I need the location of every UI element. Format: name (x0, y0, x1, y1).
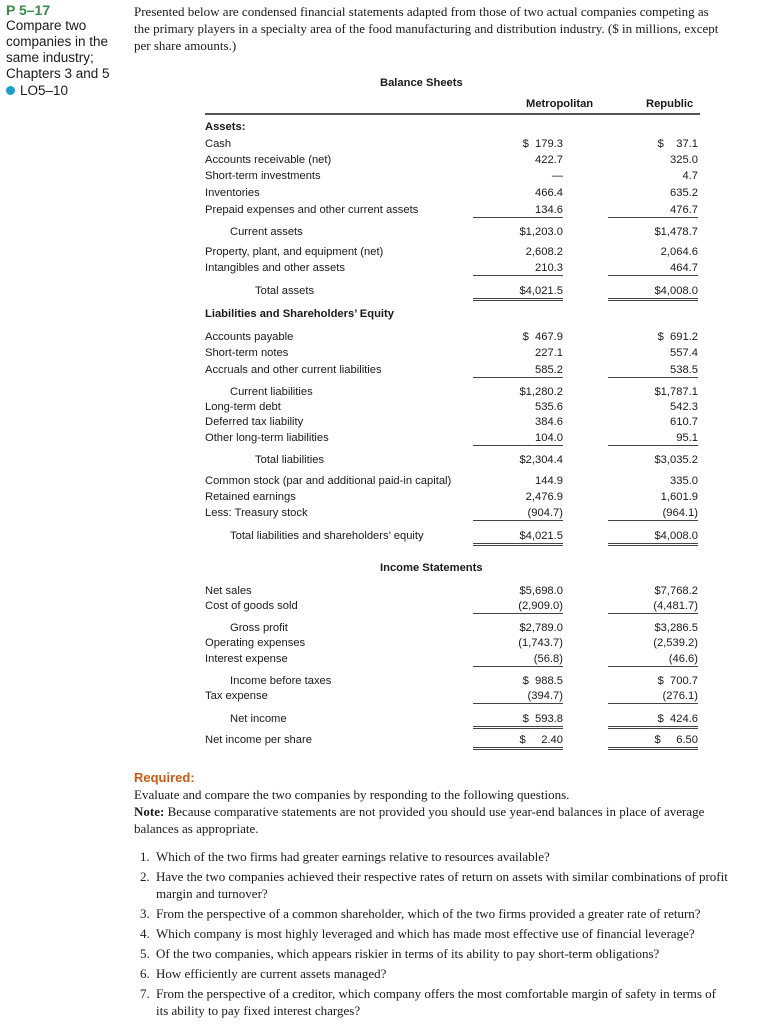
row-label: Current assets (230, 226, 303, 238)
metropolitan-value: 384.6 (535, 416, 563, 428)
question-item (140, 945, 775, 962)
row-label: Liabilities and Shareholders’ Equity (205, 308, 394, 320)
republic-value: 635.2 (670, 187, 698, 199)
row-label: Income before taxes (230, 675, 332, 687)
republic-value: $ 424.6 (608, 713, 698, 729)
republic-value: 325.0 (670, 154, 698, 166)
row-label: Operating expenses (205, 637, 306, 649)
republic-value: 610.7 (670, 416, 698, 428)
republic-value: (46.6) (608, 653, 698, 667)
intro-line: the primary players in a specialty area of the food manufacturing and distribution industry. ($ in millions, except (134, 21, 719, 36)
metropolitan-value: (904.7) (473, 507, 563, 521)
required-heading: Required: (134, 770, 195, 785)
question-number: 3. (140, 906, 150, 921)
question-item (140, 905, 775, 922)
metropolitan-value: 466.4 (535, 187, 563, 199)
republic-value: 542.3 (670, 401, 698, 413)
question-body (156, 848, 550, 865)
republic-value: (964.1) (608, 507, 698, 521)
question-number: 7. (140, 986, 150, 1001)
question-item (140, 848, 775, 865)
metropolitan-value: 422.7 (535, 154, 563, 166)
intro-line: Presented below are condensed financial statements adapted from those of two actual companies competing as (134, 4, 709, 19)
row-label: Net income (230, 713, 287, 725)
question-text: Which company is most highly leveraged and which has made most effective use of financial leverage? (156, 926, 695, 941)
republic-value: 476.7 (608, 204, 698, 218)
metropolitan-value: 144.9 (535, 475, 563, 487)
sidebar-title-line: companies in the (6, 34, 109, 49)
row-label: Current liabilities (230, 386, 313, 398)
question-number: 1. (140, 849, 150, 864)
republic-value: $7,768.2 (654, 585, 698, 597)
metropolitan-value: $2,304.4 (519, 454, 563, 466)
row-label: Total liabilities (255, 454, 325, 466)
republic-value: 464.7 (608, 262, 698, 276)
metropolitan-value: 227.1 (535, 347, 563, 359)
question-body (156, 868, 728, 902)
question-list (140, 848, 775, 1022)
question-body (156, 985, 716, 1019)
metropolitan-value: $1,280.2 (519, 386, 563, 398)
metropolitan-value: 104.0 (473, 432, 563, 446)
metropolitan-value: 2,608.2 (525, 246, 563, 258)
metropolitan-value: $ 593.8 (473, 713, 563, 729)
question-text: Which of the two firms had greater earnings relative to resources available? (156, 849, 550, 864)
republic-value: (276.1) (608, 690, 698, 704)
republic-value: $4,008.0 (608, 285, 698, 301)
metropolitan-value: $4,021.5 (473, 285, 563, 301)
republic-value: $1,787.1 (654, 386, 698, 398)
row-label: Tax expense (205, 690, 268, 702)
question-number: 5. (140, 946, 150, 961)
republic-value: 335.0 (670, 475, 698, 487)
question-body (156, 925, 695, 942)
metropolitan-value: (1,743.7) (518, 637, 563, 649)
row-label: Accounts receivable (net) (205, 154, 332, 166)
republic-value: $ 6.50 (608, 734, 698, 750)
republic-value: $3,035.2 (654, 454, 698, 466)
republic-value: $ 691.2 (657, 331, 698, 343)
question-text: Of the two companies, which appears riskier in terms of its ability to pay short-term obligations? (156, 946, 660, 961)
republic-value: 95.1 (608, 432, 698, 446)
required-text (134, 786, 774, 837)
question-number: 2. (140, 869, 150, 884)
metropolitan-value: 535.6 (535, 401, 563, 413)
row-label: Cost of goods sold (205, 600, 298, 612)
row-label: Assets: (205, 121, 246, 133)
metropolitan-value: $5,698.0 (519, 585, 563, 597)
question-body (156, 965, 386, 982)
row-label: Net sales (205, 585, 252, 597)
republic-value: (2,539.2) (653, 637, 698, 649)
row-label: Cash (205, 138, 232, 150)
metropolitan-value: $ 179.3 (522, 138, 563, 150)
row-label: Less: Treasury stock (205, 507, 308, 519)
problem-number: P 5–17 (6, 2, 51, 18)
republic-value: 1,601.9 (660, 491, 698, 503)
question-text: its ability to pay fixed interest charges? (156, 1003, 361, 1018)
question-number: 6. (140, 966, 150, 981)
republic-value: $1,478.7 (654, 226, 698, 238)
col-metropolitan: Metropolitan (526, 98, 594, 110)
question-item (140, 868, 775, 902)
row-label: Accruals and other current liabilities (205, 364, 382, 376)
balance-sheets-title: Balance Sheets (380, 77, 463, 89)
note-text: Because comparative statements are not provided you should use year-end balances in place of average (164, 804, 705, 819)
metropolitan-value: — (551, 170, 563, 182)
row-label: Property, plant, and equipment (net) (205, 246, 384, 258)
problem-sidebar (6, 2, 110, 99)
question-number: 4. (140, 926, 150, 941)
row-label: Short-term investments (205, 170, 321, 182)
row-label: Total assets (255, 285, 315, 297)
republic-value: $ 37.1 (657, 138, 698, 150)
question-text: From the perspective of a common shareholder, which of the two firms provided a greater rate of return? (156, 906, 701, 921)
metropolitan-value: 2,476.9 (525, 491, 563, 503)
republic-value: 4.7 (682, 170, 698, 182)
required-line: Evaluate and compare the two companies by responding to the following questions. (134, 787, 570, 802)
row-label: Deferred tax liability (205, 416, 304, 428)
row-label: Retained earnings (205, 491, 296, 503)
question-body (156, 945, 659, 962)
metropolitan-value: $ 2.40 (473, 734, 563, 750)
metropolitan-value: (56.8) (473, 653, 563, 667)
republic-value: $3,286.5 (654, 622, 698, 634)
metropolitan-value: (394.7) (473, 690, 563, 704)
question-text: Have the two companies achieved their respective rates of return on assets with similar combinations of profit (156, 869, 728, 884)
metropolitan-value: $1,203.0 (519, 226, 563, 238)
question-body (156, 905, 701, 922)
sidebar-title-line: Compare two (6, 18, 87, 33)
row-label: Long-term debt (205, 401, 281, 413)
republic-value: 2,064.6 (660, 246, 698, 258)
row-label: Gross profit (230, 622, 288, 634)
learning-objective: LO5–10 (20, 83, 69, 98)
row-label: Net income per share (205, 734, 312, 746)
note-text-cont: balances as appropriate. (134, 821, 259, 836)
bullet-icon (6, 86, 15, 95)
row-label: Total liabilities and shareholders’ equity (230, 530, 424, 542)
row-label: Other long-term liabilities (205, 432, 329, 444)
question-text: How efficiently are current assets managed? (156, 966, 387, 981)
republic-value: 557.4 (670, 347, 698, 359)
question-item (140, 925, 775, 942)
row-label: Interest expense (205, 653, 288, 665)
row-label: Common stock (par and additional paid-in capital) (205, 475, 452, 487)
row-label: Inventories (205, 187, 260, 199)
row-label: Prepaid expenses and other current assets (205, 204, 419, 216)
republic-value: (4,481.7) (608, 600, 698, 614)
sidebar-title-line: same industry; (6, 50, 94, 65)
metropolitan-value: $ 988.5 (522, 675, 563, 687)
sidebar-title-line: Chapters 3 and 5 (6, 66, 110, 81)
note-label: Note: (134, 804, 165, 819)
metropolitan-value: 210.3 (473, 262, 563, 276)
metropolitan-value: 134.6 (473, 204, 563, 218)
metropolitan-value: $2,789.0 (519, 622, 563, 634)
question-text: margin and turnover? (156, 886, 268, 901)
republic-value: $4,008.0 (608, 530, 698, 546)
metropolitan-value: (2,909.0) (473, 600, 563, 614)
row-label: Accounts payable (205, 331, 294, 343)
intro-line: per share amounts.) (134, 38, 237, 53)
intro-text (134, 3, 774, 54)
income-statements-title: Income Statements (380, 562, 483, 574)
republic-value: $ 700.7 (657, 675, 698, 687)
row-label: Short-term notes (205, 347, 289, 359)
header-rule (205, 113, 700, 115)
metropolitan-value: $4,021.5 (473, 530, 563, 546)
republic-value: 538.5 (608, 364, 698, 378)
question-item (140, 965, 775, 982)
question-item (140, 985, 775, 1019)
col-republic: Republic (646, 98, 694, 110)
question-text: From the perspective of a creditor, which company offers the most comfortable margin of safety in terms of (156, 986, 716, 1001)
metropolitan-value: $ 467.9 (522, 331, 563, 343)
row-label: Intangibles and other assets (205, 262, 345, 274)
metropolitan-value: 585.2 (473, 364, 563, 378)
